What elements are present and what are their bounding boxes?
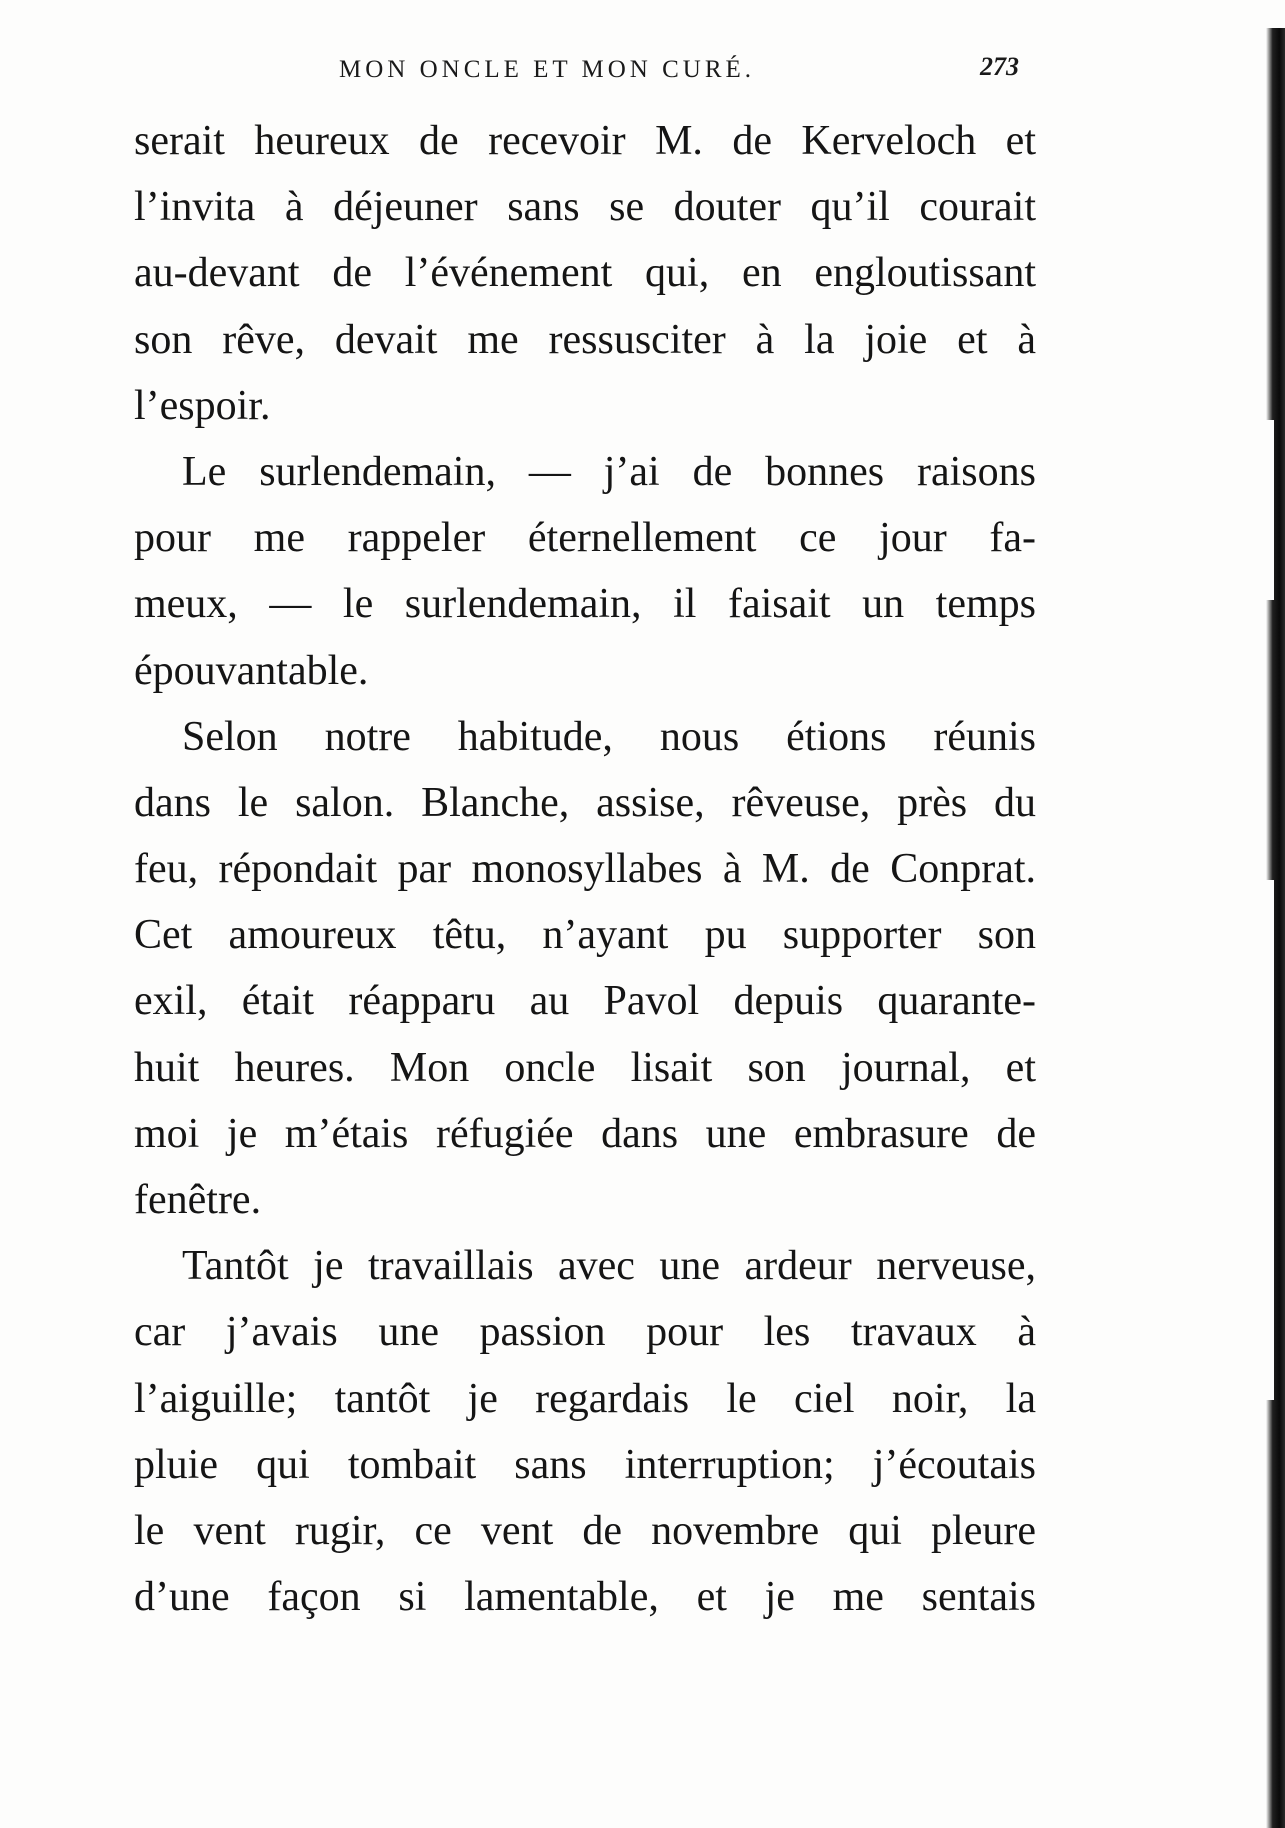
paragraph-start-line: Selon notre habitude, nous étions réunis [182, 713, 1036, 760]
text-line: son rêve, devait me ressusciter à la joie et à [134, 316, 1036, 363]
text-line: au-devant de l’événement qui, en engloutissant [134, 250, 1036, 297]
text-line: moi je m’étais réfugiée dans une embrasure de [134, 1110, 1036, 1157]
text-line: meux, — le surlendemain, il faisait un temps [134, 581, 1036, 628]
text-line: pour me rappeler éternellement ce jour fa- [134, 515, 1036, 562]
text-line: d’une façon si lamentable, et je me sentais [134, 1574, 1036, 1621]
text-line: le vent rugir, ce vent de novembre qui pleure [134, 1507, 1036, 1554]
binding-shadow-gap [1266, 880, 1274, 1400]
text-line: l’invita à déjeuner sans se douter qu’il courait [134, 184, 1036, 231]
text-line: fenêtre. [134, 1177, 262, 1223]
text-line: l’aiguille; tantôt je regardais le ciel noir, la [134, 1375, 1036, 1422]
text-line: dans le salon. Blanche, assise, rêveuse, près du [134, 779, 1036, 826]
page-header [134, 52, 1034, 92]
running-title: MON ONCLE ET MON CURÉ. [339, 56, 756, 83]
text-line: huit heures. Mon oncle lisait son journal, et [134, 1044, 1036, 1091]
paragraph-start-line: Tantôt je travaillais avec une ardeur nerveuse, [182, 1243, 1036, 1290]
text-line: l’espoir. [134, 382, 271, 429]
paragraph-start-line: Le surlendemain, — j’ai de bonnes raisons [182, 448, 1036, 495]
text-line: car j’avais une passion pour les travaux à [134, 1309, 1036, 1356]
body-text [134, 108, 1036, 1630]
binding-shadow-gap [1266, 420, 1274, 600]
text-line: pluie qui tombait sans interruption; j’écoutais [134, 1441, 1036, 1488]
text-line: serait heureux de recevoir M. de Kerveloch et [134, 118, 1036, 164]
text-line: exil, était réapparu au Pavol depuis quarante- [134, 978, 1036, 1025]
page-number: 273 [980, 52, 1019, 81]
text-line: feu, répondait par monosyllabes à M. de Conprat. [134, 846, 1036, 893]
text-line: épouvantable. [134, 647, 369, 694]
text-line: Cet amoureux têtu, n’ayant pu supporter son [134, 912, 1036, 959]
